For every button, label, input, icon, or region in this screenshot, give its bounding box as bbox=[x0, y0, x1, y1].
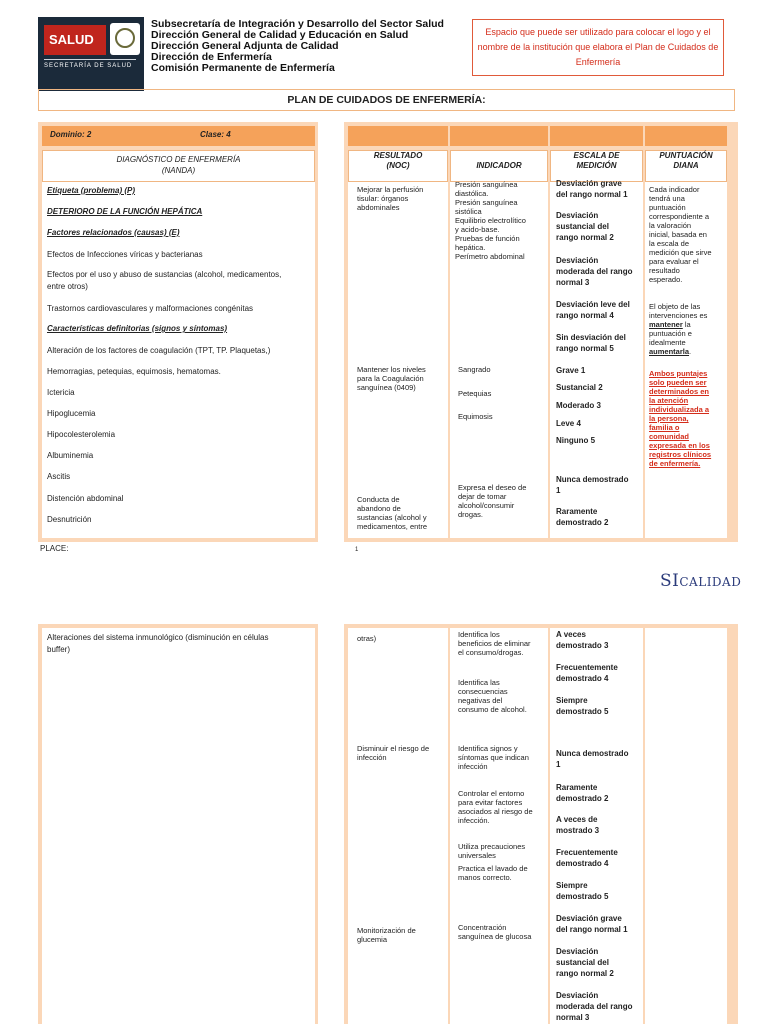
puntuacion-header-title: PUNTUACIÓN bbox=[659, 151, 713, 160]
resultado-line: Disminuir el riesgo de bbox=[357, 744, 430, 753]
resultado-column bbox=[348, 182, 448, 538]
indicador-column bbox=[450, 182, 548, 538]
care-plan-panel-continued bbox=[344, 624, 738, 1024]
puntuacion-note-line: la atención bbox=[649, 396, 689, 405]
puntuacion-column bbox=[645, 628, 727, 1024]
puntuacion-note-line: expresada en los bbox=[649, 441, 710, 450]
indicador-line: negativas del bbox=[458, 696, 503, 705]
puntuacion-header bbox=[645, 150, 727, 182]
puntuacion-column bbox=[645, 182, 727, 538]
diagnosis-header-sub: (NANDA) bbox=[161, 166, 196, 175]
diagnosis-line: Hipocolesterolemia bbox=[47, 430, 116, 439]
diagnosis-header-title: DIAGNÓSTICO DE ENFERMERÍA bbox=[116, 155, 241, 164]
escala-item: Leve 4 bbox=[556, 419, 581, 428]
header-institution-lines bbox=[151, 19, 451, 74]
resultado-header-sub: (NOC) bbox=[386, 161, 410, 170]
escala-item bbox=[556, 695, 642, 717]
diagnosis-line: Ictericia bbox=[47, 388, 75, 397]
escala-line: Desviación bbox=[556, 947, 599, 956]
header-line: Dirección General Adjunta de Calidad bbox=[151, 40, 339, 52]
indicador-line: Equilibrio electrolítico bbox=[455, 216, 526, 225]
puntuacion-item: El objeto de las intervenciones es mantener la puntuación e idealmente aumentarla. bbox=[649, 302, 708, 356]
puntuacion-line: medición que sirve bbox=[649, 248, 712, 257]
indicador-line: infección. bbox=[458, 816, 490, 825]
escala-column bbox=[550, 628, 643, 1024]
header-bar-cell bbox=[550, 126, 643, 146]
page-number: 1 bbox=[355, 547, 359, 553]
indicador-line: sanguínea de glucosa bbox=[458, 932, 532, 941]
indicador-line: drogas. bbox=[458, 510, 484, 519]
puntuacion-line: para evaluar el bbox=[649, 257, 699, 266]
indicador-line: asociados al riesgo de bbox=[458, 807, 533, 816]
indicador-line: dejar de tomar bbox=[458, 492, 507, 501]
indicador-item bbox=[458, 678, 546, 714]
puntuacion-note-line: la persona, bbox=[649, 414, 689, 423]
indicador-line: Presión sanguínea bbox=[455, 198, 518, 207]
puntuacion-line: correspondiente a bbox=[649, 212, 710, 221]
resultado-header bbox=[348, 150, 448, 182]
escala-line: demostrado 3 bbox=[556, 641, 609, 650]
escala-line: demostrado 5 bbox=[556, 892, 609, 901]
indicador-line: sistólica bbox=[455, 207, 482, 216]
header-line: Dirección de Enfermería bbox=[151, 51, 272, 63]
resultado-line: tisular: órganos bbox=[357, 194, 409, 203]
header-line: Comisión Permanente de Enfermería bbox=[151, 62, 335, 74]
puntuacion-item bbox=[649, 185, 725, 284]
escala-line: 1 bbox=[556, 486, 561, 495]
escala-line: Siempre bbox=[556, 881, 588, 890]
resultado-line: infección bbox=[357, 753, 387, 762]
puntuacion-note-line: determinados en bbox=[649, 387, 710, 396]
indicador-line: manos correcto. bbox=[458, 873, 512, 882]
escala-line: demostrado 5 bbox=[556, 707, 609, 716]
indicador-column bbox=[450, 628, 548, 1024]
indicador-item bbox=[458, 630, 546, 657]
puntuacion-line: inicial, basada en bbox=[649, 230, 707, 239]
diagnosis-line: Alteraciones del sistema inmunológico (disminución en células bbox=[47, 633, 269, 642]
escala-line: Desviación bbox=[556, 991, 599, 1000]
escala-item: Moderado 3 bbox=[556, 401, 601, 410]
puntuacion-line: Cada indicador bbox=[649, 185, 700, 194]
escala-line: sustancial del bbox=[556, 958, 609, 967]
diagnosis-line: Hemorragias, petequias, equimosis, hematomas. bbox=[47, 367, 221, 376]
escala-header-title: ESCALA DE bbox=[573, 151, 620, 160]
escala-item bbox=[556, 913, 642, 935]
escala-item bbox=[556, 847, 642, 869]
escala-line: Raramente bbox=[556, 783, 598, 792]
puntuacion-note-line: individualizada a bbox=[649, 405, 710, 414]
indicador-item bbox=[458, 923, 546, 941]
indicador-line: universales bbox=[458, 851, 496, 860]
indicador-line: Practica el lavado de bbox=[458, 864, 528, 873]
resultado-line: abdominales bbox=[357, 203, 400, 212]
header-bar-cell bbox=[645, 126, 727, 146]
diagnosis-line: Trastornos cardiovasculares y malformaciones congénitas bbox=[47, 304, 254, 313]
escala-item bbox=[556, 299, 642, 321]
caracteristicas-heading: Características definitorias (signos y síntomas) bbox=[47, 324, 228, 333]
escala-item bbox=[556, 662, 642, 684]
diagnosis-body bbox=[42, 182, 315, 538]
puntuacion-note-line: familia o bbox=[649, 423, 680, 432]
escala-line: Desviación bbox=[556, 256, 599, 265]
diagnosis-line: Distención abdominal bbox=[47, 494, 124, 503]
indicador-line: consumo de alcohol. bbox=[458, 705, 527, 714]
resultado-line: Mejorar la perfusión bbox=[357, 185, 424, 194]
escala-line: moderada del rango bbox=[556, 1002, 633, 1011]
escala-line: rango normal 2 bbox=[556, 969, 614, 978]
place-label: PLACE: bbox=[40, 544, 69, 553]
indicador-item: Sangrado bbox=[458, 365, 491, 374]
indicador-item: Equimosis bbox=[458, 412, 493, 421]
page-title: PLAN DE CUIDADOS DE ENFERMERÍA: bbox=[38, 89, 735, 111]
puntuacion-note-line: registros clínicos bbox=[649, 450, 712, 459]
indicador-line: consecuencias bbox=[458, 687, 508, 696]
puntuacion-note bbox=[649, 369, 725, 468]
care-plan-panel bbox=[344, 122, 738, 542]
diagnosis-panel-continued bbox=[38, 624, 318, 1024]
escala-line: rango normal 2 bbox=[556, 233, 614, 242]
puntuacion-line: esperado. bbox=[649, 275, 683, 284]
salud-logo bbox=[38, 17, 144, 91]
indicador-line: Identifica signos y bbox=[458, 744, 518, 753]
resultado-line: abandono de bbox=[357, 504, 401, 513]
escala-line: moderada del rango bbox=[556, 267, 633, 276]
escala-item bbox=[556, 506, 642, 528]
dominio-label: Dominio: 2 bbox=[50, 130, 92, 139]
etiqueta-heading: Etiqueta (problema) (P) bbox=[47, 186, 136, 195]
escala-line: Nunca demostrado bbox=[556, 749, 629, 758]
resultado-line: Mantener los niveles bbox=[357, 365, 426, 374]
diagnosis-line: entre otros) bbox=[47, 282, 88, 291]
diagnosis-line: Albuminemia bbox=[47, 451, 94, 460]
indicador-line: para evitar factores bbox=[458, 798, 523, 807]
indicador-line: Identifica los bbox=[458, 630, 500, 639]
escala-line: rango normal 4 bbox=[556, 311, 614, 320]
puntuacion-note-line: comunidad bbox=[649, 432, 690, 441]
escala-line: Nunca demostrado bbox=[556, 475, 629, 484]
diagnosis-line: Alteración de los factores de coagulación (TPT, TP. Plaquetas,) bbox=[47, 346, 271, 355]
puntuacion-line: puntuación bbox=[649, 203, 686, 212]
escala-line: del rango normal 1 bbox=[556, 190, 628, 199]
diagnosis-line: Ascitis bbox=[47, 472, 71, 481]
escala-column bbox=[550, 179, 643, 538]
puntuacion-header-sub: DIANA bbox=[673, 161, 699, 170]
indicador-line: Perímetro abdominal bbox=[455, 252, 525, 261]
indicador-item: Petequias bbox=[458, 389, 492, 398]
escala-line: Frecuentemente bbox=[556, 663, 618, 672]
header-bar-cell bbox=[450, 126, 548, 146]
escala-line: mostrado 3 bbox=[556, 826, 600, 835]
escala-line: del rango normal 1 bbox=[556, 925, 628, 934]
escala-item: Ninguno 5 bbox=[556, 436, 596, 445]
indicador-line: Utiliza precauciones bbox=[458, 842, 526, 851]
clase-label: Clase: 4 bbox=[200, 130, 231, 139]
escala-line: 1 bbox=[556, 760, 561, 769]
resultado-item: otras) bbox=[357, 634, 377, 643]
sicalidad-logo: SICALIDAD bbox=[660, 571, 742, 591]
escala-line: Desviación bbox=[556, 211, 599, 220]
puntuacion-note-line: Ambos puntajes bbox=[649, 369, 708, 378]
puntuacion-line: resultado bbox=[649, 266, 680, 275]
institution-logo-placeholder: Espacio que puede ser utilizado para colocar el logo y el nombre de la institución que elabora el Plan de Cuidados de Enfermería bbox=[472, 19, 724, 76]
salud-logo-text: SALUD bbox=[44, 25, 106, 55]
resultado-line: sustancias (alcohol y bbox=[357, 513, 427, 522]
escala-item: Sustancial 2 bbox=[556, 383, 603, 392]
resultado-item bbox=[357, 744, 443, 762]
escala-line: Siempre bbox=[556, 696, 588, 705]
mantener-emphasis: mantener bbox=[649, 320, 683, 329]
diagnosis-line: Desnutrición bbox=[47, 515, 92, 524]
coat-of-arms-icon bbox=[110, 23, 140, 55]
resultado-item bbox=[357, 926, 443, 944]
indicador-item bbox=[458, 789, 546, 825]
secretaria-label: SECRETARÍA DE SALUD bbox=[44, 59, 136, 70]
escala-line: Frecuentemente bbox=[556, 848, 618, 857]
escala-line: A veces bbox=[556, 630, 586, 639]
domain-class-bar bbox=[42, 126, 315, 146]
puntuacion-note-line: solo pueden ser bbox=[649, 378, 707, 387]
escala-line: normal 3 bbox=[556, 278, 590, 287]
escala-line: demostrado 4 bbox=[556, 674, 609, 683]
escala-line: Sin desviación del bbox=[556, 333, 626, 342]
indicador-line: beneficios de eliminar bbox=[458, 639, 531, 648]
indicador-line: Expresa el deseo de bbox=[458, 483, 527, 492]
escala-line: Desviación grave bbox=[556, 179, 622, 188]
resultado-column bbox=[348, 628, 448, 1024]
escala-item bbox=[556, 748, 642, 770]
resultado-line: para la Coagulación bbox=[357, 374, 424, 383]
indicador-item bbox=[455, 180, 545, 261]
header-line: Subsecretaría de Integración y Desarrollo del Sector Salud bbox=[151, 18, 444, 30]
puntuacion-line: la escala de bbox=[649, 239, 690, 248]
resultado-line: sanguínea (0409) bbox=[357, 383, 416, 392]
puntuacion-line: la valoración bbox=[649, 221, 692, 230]
indicador-line: Identifica las bbox=[458, 678, 500, 687]
indicador-line: y acido-base. bbox=[455, 225, 500, 234]
escala-header-sub: MEDICIÓN bbox=[576, 161, 617, 170]
indicador-line: Controlar el entorno bbox=[458, 789, 525, 798]
indicador-item bbox=[458, 864, 546, 882]
resultado-line: Monitorización de bbox=[357, 926, 416, 935]
escala-item bbox=[556, 210, 642, 243]
resultado-item bbox=[357, 365, 443, 392]
diagnosis-line: buffer) bbox=[47, 645, 70, 654]
indicador-line: Concentración bbox=[458, 923, 507, 932]
escala-item bbox=[556, 814, 642, 836]
escala-line: demostrado 4 bbox=[556, 859, 609, 868]
escala-line: A veces de bbox=[556, 815, 598, 824]
diagnosis-header bbox=[42, 150, 315, 182]
diagnosis-line: Efectos de Infecciones víricas y bacterianas bbox=[47, 250, 203, 259]
escala-line: Desviación grave bbox=[556, 914, 622, 923]
resultado-item bbox=[357, 495, 443, 531]
escala-line: rango normal 5 bbox=[556, 344, 614, 353]
diagnosis-panel bbox=[38, 122, 318, 542]
escala-item bbox=[556, 178, 642, 200]
puntuacion-text: El objeto de las intervenciones es bbox=[649, 302, 708, 320]
header-bar-cell bbox=[348, 126, 448, 146]
escala-line: Raramente bbox=[556, 507, 598, 516]
puntuacion-text: la puntuación e idealmente bbox=[649, 320, 692, 347]
indicador-line: el consumo/drogas. bbox=[458, 648, 524, 657]
aumentarla-emphasis: aumentarla bbox=[649, 347, 690, 356]
escala-item bbox=[556, 782, 642, 804]
indicador-item bbox=[458, 483, 546, 519]
escala-item bbox=[556, 255, 642, 288]
escala-item: Grave 1 bbox=[556, 366, 586, 375]
resultado-line: medicamentos, entre bbox=[357, 522, 428, 531]
escala-item bbox=[556, 332, 642, 354]
escala-line: sustancial del bbox=[556, 222, 609, 231]
escala-line: Desviación leve del bbox=[556, 300, 630, 309]
resultado-item bbox=[357, 185, 443, 212]
indicador-line: hepática. bbox=[455, 243, 486, 252]
escala-line: demostrado 2 bbox=[556, 518, 609, 527]
diagnosis-line: Hipoglucemia bbox=[47, 409, 96, 418]
indicador-line: alcohol/consumir bbox=[458, 501, 515, 510]
puntuacion-line: tendrá una bbox=[649, 194, 685, 203]
escala-item bbox=[556, 474, 642, 496]
resultado-header-title: RESULTADO bbox=[373, 151, 423, 160]
diagnosis-name: DETERIORO DE LA FUNCIÓN HEPÁTICA bbox=[47, 207, 203, 216]
indicador-line: infección bbox=[458, 762, 488, 771]
indicador-line: Pruebas de función bbox=[455, 234, 520, 243]
puntuacion-note-line: de enfermería. bbox=[649, 459, 701, 468]
indicador-line: síntomas que indican bbox=[458, 753, 529, 762]
escala-line: demostrado 2 bbox=[556, 794, 609, 803]
escala-line: normal 3 bbox=[556, 1013, 590, 1022]
indicador-item bbox=[458, 842, 546, 860]
escala-item bbox=[556, 946, 642, 979]
header-line: Dirección General de Calidad y Educación en Salud bbox=[151, 29, 409, 41]
indicador-header: INDICADOR bbox=[450, 150, 548, 182]
escala-item bbox=[556, 880, 642, 902]
diagnosis-line: Efectos por el uso y abuso de sustancias (alcohol, medicamentos, bbox=[47, 270, 282, 279]
escala-item bbox=[556, 990, 642, 1023]
diagnosis-body bbox=[42, 628, 315, 1024]
resultado-line: Conducta de bbox=[357, 495, 400, 504]
resultado-line: glucemia bbox=[357, 935, 388, 944]
factores-heading: Factores relacionados (causas) (E) bbox=[47, 228, 180, 237]
indicador-line: diastólica. bbox=[455, 189, 489, 198]
indicador-line: Presión sanguínea bbox=[455, 180, 518, 189]
escala-item bbox=[556, 629, 642, 651]
indicador-item bbox=[458, 744, 546, 771]
